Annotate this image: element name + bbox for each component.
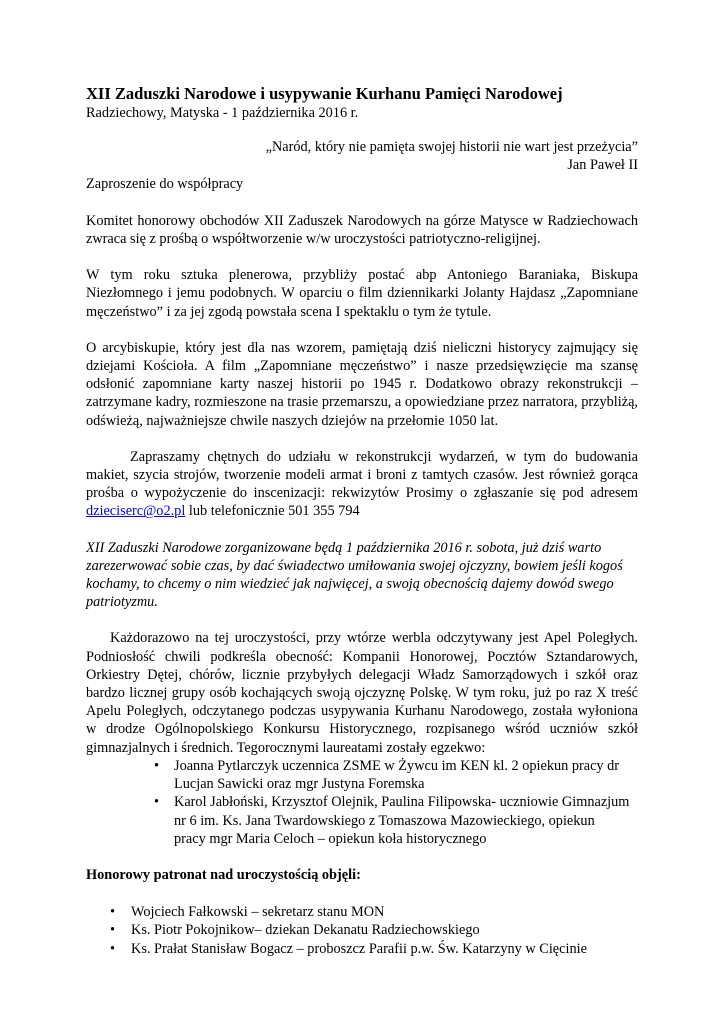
document-page [86,84,638,958]
patron-name: Ks. Prałat Stanisław Bogacz – proboszcz Parafii p.w. Św. Katarzyny w Cięcinie [131,940,587,957]
list-item [86,793,638,848]
bullet-icon: • [154,794,160,811]
paragraph-apel: Każdorazowo na tej uroczystości, przy wtórze werbla odczytywany jest Apel Poległych. Podniosłość chwili podkreśla obecność: Kompanii Honorowej, Pocztów Sztandarowych, Orkiestry Dętej, chórów, licznie przybyłych delegacji Władz Samorządowych i szkół oraz bardzo licznej grupy osób kochających swoją ojczyznę Polskę. W tym roku, już po raz X treść Apelu Poległych, odczytanego podczas usypywania Kurhanu Narodowego, została wyłoniona w drodze Ogólnopolskiego Konkursu Historycznego, rozpisanego wśród uczniów szkół gimnazjalnych i średnich. Tegorocznymi laureatami zostały egzekwo: [86,630,638,756]
paragraph-play: W tym roku sztuka plenerowa, przybliży postać abp Antoniego Baraniaka, Biskupa Niezłomnego i jemu podobnych. W oparciu o film dziennikarki Jolanty Hajdasz „Zapomniane męczeństwo” i za jej zgodą powstała scena I spektaklu o tym że tytule. [86,267,638,320]
list-item [86,940,638,958]
invitation-heading: Zaproszenie do współpracy [86,175,244,192]
document-subtitle: Radziechowy, Matyska - 1 października 2016 r. [86,105,359,121]
email-link[interactable]: dzieciserc@o2.pl [86,503,186,520]
paragraph-volunteers [86,448,638,521]
epigraph-author: Jan Paweł II [567,157,638,174]
paragraph-archbishop: O arcybiskupie, który jest dla nas wzorem, pamiętają dziś nieliczni historycy zajmujący się dziejami Kościoła. A film „Zapomniane męczeństwo” i nasze przedsięwzięcie ma szansę odsłonić zapomniane karty naszej historii po 1945 r. Dodatkowo obrazy rekonstrukcji – zatrzymane kadry, rozmieszone na trasie przemarszu, a opowiedziane przez narratora, przybliżą, odświeżą, najważniejsze chwile naszych dziejów na przełomie 1050 lat. [86,339,638,429]
laureate-line: Lucjan Sawicki oraz mgr Justyna Foremska [174,776,425,793]
bullet-icon: • [154,757,160,774]
patron-name: Ks. Piotr Pokojnikow– dziekan Dekanatu Radziechowskiego [131,922,480,939]
bullet-icon: • [110,904,116,921]
laureate-line: Karol Jabłoński, Krzysztof Olejnik, Paulina Filipowska- uczniowie Gimnazjum [174,794,630,811]
paragraph-committee: Komitet honorowy obchodów XII Zaduszek Narodowych na górze Matysce w Radziechowach zwraca się z prośbą o współtworzenie w/w uroczystości patriotyczno-religijnej. [86,212,638,248]
epigraph [86,138,638,174]
patronage-heading: Honorowy patronat nad uroczystością objęli: [86,866,361,883]
patrons-list [86,903,638,958]
list-item [86,757,638,793]
phone-text: lub telefonicznie 501 355 794 [185,503,360,520]
list-item [86,921,638,939]
patron-name: Wojciech Fałkowski – sekretarz stanu MON [131,904,385,921]
epigraph-quote: „Naród, który nie pamięta swojej historii nie wart jest przeżycia” [265,139,638,156]
paragraph-date-italic: XII Zaduszki Narodowe zorganizowane będą 1 października 2016 r. sobota, już dziś warto zarezerwować sobie czas, by dać świadectwo umiłowania swojej ojczyzny, bowiem jeśli kogoś kochamy, to chcemy o nim wiedzieć jak najwięcej, a swoją obecnością dajemy dowód swego patriotyzmu. [86,539,623,611]
bullet-icon: • [110,922,116,939]
laureate-line: Joanna Pytlarczyk uczennica ZSME w Żywcu im KEN kl. 2 opiekun pracy dr [174,757,620,774]
laureate-line: nr 6 im. Ks. Jana Twardowskiego z Tomaszowa Mazowieckiego, opiekun [174,812,595,829]
bullet-icon: • [110,940,116,957]
volunteers-text: Zapraszamy chętnych do udziału w rekonstrukcji wydarzeń, w tym do budowania makiet, szycia strojów, tworzenie modeli armat i broni z tamtych czasów. Jest również gorąca prośba o wypożyczenie do inscenizacji: rekwizytów Prosimy o zgłaszanie się pod adresem [86,448,638,502]
list-item [86,903,638,921]
laureates-list [86,757,638,848]
document-title: XII Zaduszki Narodowe i usypywanie Kurhanu Pamięci Narodowej [86,84,563,103]
laureate-line: pracy mgr Maria Celoch – opiekun koła historycznego [174,830,487,847]
